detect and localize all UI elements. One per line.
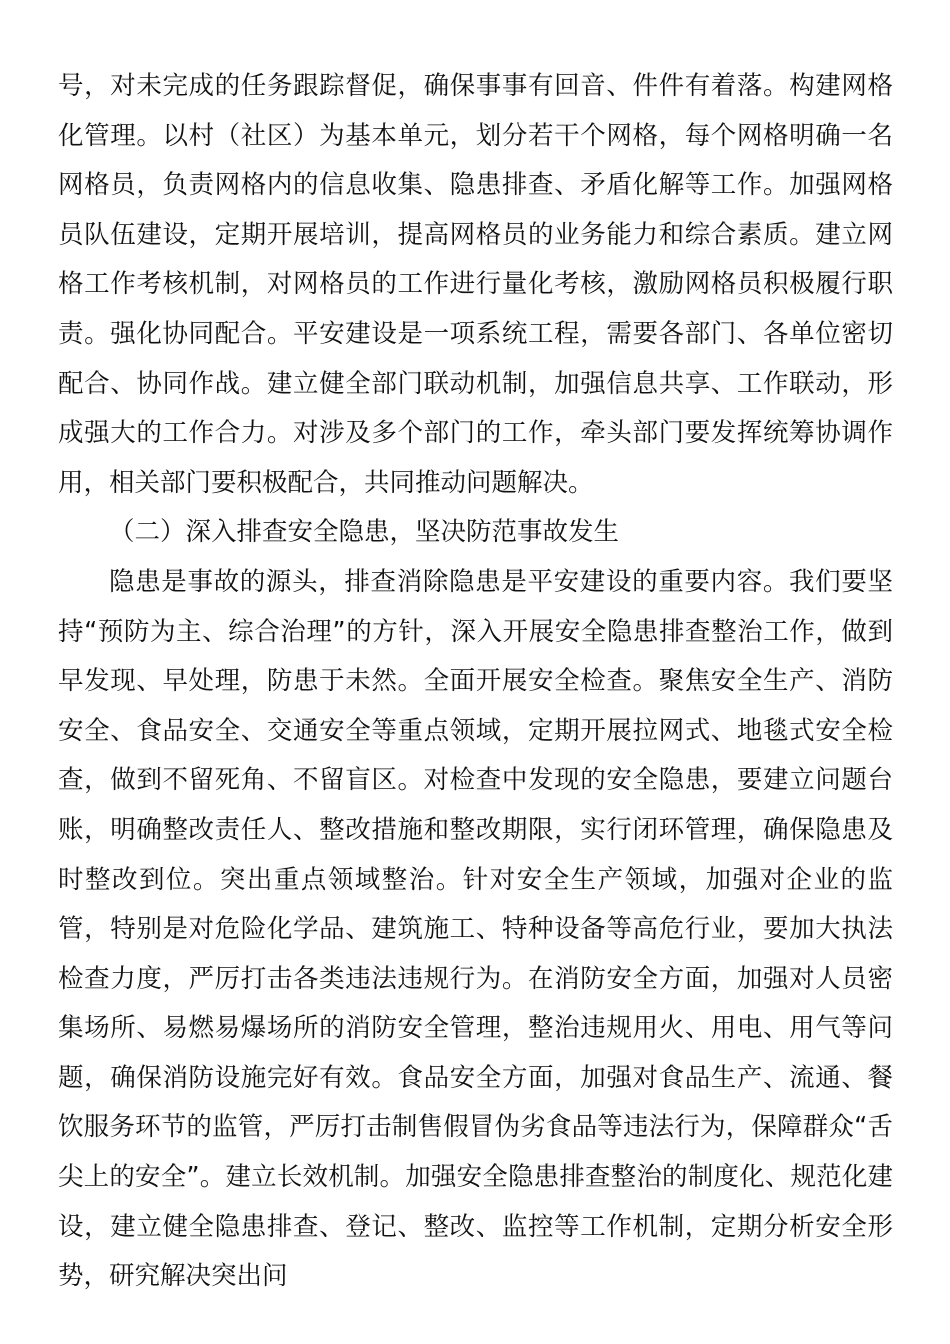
section-heading: （二）深入排查安全隐患，坚决防范事故发生	[109, 517, 620, 548]
body-paragraph-continued: 号，对未完成的任务跟踪督促，确保事事有回音、件件有着落。构建网格化管理。以村（社区）为基本单元，划分若干个网格，每个网格明确一名网格员，负责网格内的信息收集、隐患排查、矛盾化解等工作。加强网格员队伍建设，定期开展培训，提高网格员的业务能力和综合素质。建立网格工作考核机制，对网格员的工作进行量化考核，激励网格员积极履行职责。强化协同配合。平安建设是一项系统工程，需要各部门、各单位密切配合、协同作战。建立健全部门联动机制，加强信息共享、工作联动，形成强大的工作合力。对涉及多个部门的工作，牵头部门要发挥统筹协调作用，相关部门要积极配合，共同推动问题解决。	[58, 71, 893, 498]
body-paragraph: 隐患是事故的源头，排查消除隐患是平安建设的重要内容。我们要坚持“预防为主、综合治理”的方针，深入开展安全隐患排查整治工作，做到早发现、早处理，防患于未然。全面开展安全检查。聚焦安全生产、消防安全、食品安全、交通安全等重点领域，定期开展拉网式、地毯式安全检查，做到不留死角、不留盲区。对检查中发现的安全隐患，要建立问题台账，明确整改责任人、整改措施和整改期限，实行闭环管理，确保隐患及时整改到位。突出重点领域整治。针对安全生产领域，加强对企业的监管，特别是对危险化学品、建筑施工、特种设备等高危行业，要加大执法检查力度，严厉打击各类违法违规行为。在消防安全方面，加强对人员密集场所、易燃易爆场所的消防安全管理，整治违规用火、用电、用气等问题，确保消防设施完好有效。食品安全方面，加强对食品生产、流通、餐饮服务环节的监管，严厉打击制售假冒伪劣食品等违法行为，保障群众“舌尖上的安全”。建立长效机制。加强安全隐患排查整治的制度化、规范化建设，建立健全隐患排查、登记、整改、监控等工作机制，定期分析安全形势，研究解决突出问	[58, 566, 893, 1292]
document-page	[58, 62, 893, 1302]
